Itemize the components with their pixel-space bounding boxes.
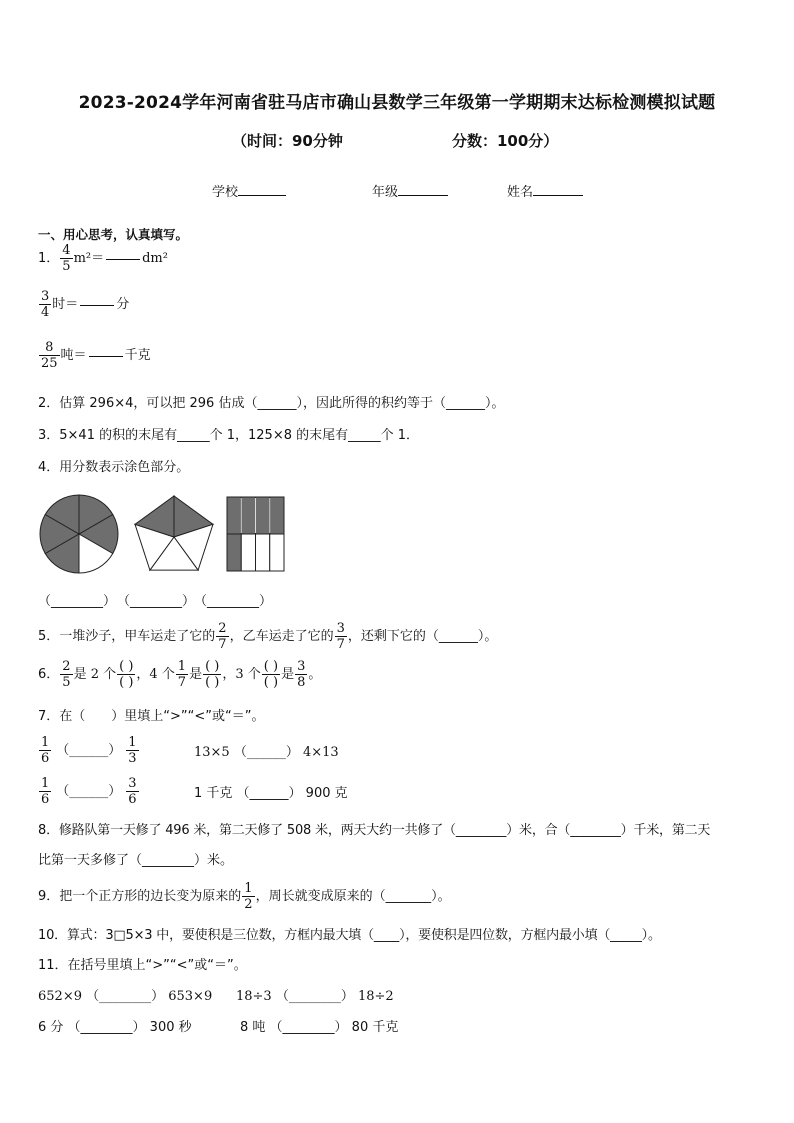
q9-post: ，周长就变成原来的（_______）。: [255, 888, 451, 904]
answer-blank[interactable]: [80, 304, 114, 306]
question-8-line2: 比第一天多修了（________）米。: [38, 853, 234, 868]
school-field[interactable]: [212, 181, 286, 200]
question-6: [38, 659, 321, 690]
rectangle-cell: [241, 497, 255, 534]
q6-text: 是: [189, 666, 203, 682]
name-field[interactable]: [507, 181, 583, 200]
q4-answer-1[interactable]: （________）: [38, 594, 117, 609]
q7-row: [38, 776, 140, 807]
name-label: 姓名: [507, 185, 534, 200]
rectangle-cell: [270, 497, 284, 534]
q7-expression[interactable]: 13×5 （______） 4×13: [194, 745, 339, 760]
question-4: 4．用分数表示涂色部分。: [38, 460, 190, 475]
q1-number: 1．: [38, 250, 60, 266]
rectangle-cell: [256, 497, 270, 534]
fraction: $\frac{1}{2}$: [244, 881, 253, 912]
fraction: $\frac{1}{6}$: [41, 735, 50, 766]
school-blank[interactable]: [238, 195, 286, 196]
answer-fraction[interactable]: $\frac{( )}{( )}$: [119, 659, 134, 690]
question-3: 3．5×41 的积的末尾有_____个 1，125×8 的末尾有_____个 1．: [38, 428, 420, 443]
exam-score: 分数：100分）: [452, 132, 559, 150]
q6-number: 6．: [38, 666, 60, 682]
q4-answer-3[interactable]: （________）: [194, 594, 273, 609]
question-2: 2．估算 296×4，可以把 296 估成（______），因此所得的积约等于（______）。: [38, 396, 505, 411]
q7-expression[interactable]: 1 千克 （______） 900 克: [194, 786, 348, 801]
q1-unit: m²＝: [73, 250, 105, 266]
q4-answer-2[interactable]: （________）: [117, 594, 196, 609]
question-5: [38, 621, 497, 652]
fraction: $\frac{8}{25}$: [41, 340, 58, 371]
question-9: [38, 881, 451, 912]
question-1b: [38, 289, 129, 320]
q6-text: 是 2 个: [73, 666, 117, 682]
fraction: $\frac{2}{7}$: [218, 621, 227, 652]
fraction: $\frac{1}{6}$: [41, 776, 50, 807]
question-11: 11．在括号里填上“>”“<”或“＝”。: [38, 958, 247, 973]
answer-blank[interactable]: [106, 258, 140, 260]
rectangle-cell: [270, 534, 284, 571]
q1b-unit: 时＝: [52, 296, 79, 312]
page-title: 2023-2024学年河南省驻马店市确山县数学三年级第一学期期末达标检测模拟试题: [78, 93, 716, 113]
q6-text: ，4 个: [136, 666, 175, 682]
fraction: $\frac{1}{7}$: [177, 659, 187, 690]
q11-item[interactable]: 8 吨 （________） 80 千克: [240, 1020, 399, 1035]
circle-figure: [38, 493, 120, 575]
q1c-unit: 吨＝: [60, 347, 87, 363]
rectangle-cell: [227, 497, 241, 534]
q6-text: ，3 个: [222, 666, 261, 682]
rectangle-cell: [241, 534, 255, 571]
name-blank[interactable]: [533, 195, 583, 196]
rectangle-cell: [227, 534, 241, 571]
pentagon-figure: [133, 492, 215, 576]
section-heading: 一、用心思考，认真填写。: [38, 227, 189, 242]
fraction: $\frac{2}{5}$: [62, 659, 71, 690]
rectangle-cell: [256, 534, 270, 571]
fraction: $\frac{4}{5}$: [62, 243, 71, 274]
q11-item[interactable]: 18÷3 （________） 18÷2: [236, 989, 394, 1004]
fraction: $\frac{3}{6}$: [128, 776, 137, 807]
q9-pre: 9．把一个正方形的边长变为原来的: [38, 888, 242, 904]
q11-item[interactable]: 6 分 （________） 300 秒: [38, 1020, 192, 1035]
answer-blank[interactable]: [89, 355, 123, 357]
q11-item[interactable]: 652×9 （________） 653×9: [38, 989, 213, 1004]
q6-end: 。: [308, 666, 322, 682]
compare-blank[interactable]: （______）: [56, 783, 122, 799]
school-label: 学校: [212, 185, 239, 200]
q5-pre: 5．一堆沙子，甲车运走了它的: [38, 628, 216, 644]
grade-blank[interactable]: [398, 195, 448, 196]
question-1c: [38, 340, 151, 371]
grade-label: 年级: [372, 185, 399, 200]
rectangle-figure: [226, 496, 286, 573]
q5-mid: ，乙车运走了它的: [229, 628, 334, 644]
question-8-line1: 8．修路队第一天修了 496 米，第二天修了 508 米，两天大约一共修了（________）米，合（________）千米，第二天: [38, 823, 711, 838]
q5-post: ，还剩下它的（______）。: [347, 628, 498, 644]
fraction: $\frac{3}{8}$: [297, 659, 306, 690]
q1-unit2: dm²: [142, 250, 168, 266]
question-10: 10．算式：3□5×3 中，要使积是三位数，方框内最大填（____），要使积是四位数，方框内最小填（_____）。: [38, 928, 661, 943]
q6-text: 是: [281, 666, 295, 682]
answer-fraction[interactable]: $\frac{( )}{( )}$: [205, 659, 220, 690]
q1b-unit2: 分: [116, 296, 130, 312]
fraction: $\frac{1}{3}$: [128, 735, 137, 766]
fraction: $\frac{3}{4}$: [41, 289, 50, 320]
q7-row: [38, 735, 140, 766]
fraction: $\frac{3}{7}$: [336, 621, 345, 652]
q1c-unit2: 千克: [124, 347, 151, 363]
exam-time: （时间：90分钟: [232, 132, 343, 150]
compare-blank[interactable]: （______）: [56, 742, 122, 758]
grade-field[interactable]: [372, 181, 448, 200]
answer-fraction[interactable]: $\frac{( )}{( )}$: [263, 659, 279, 690]
question-1a: [38, 243, 168, 274]
question-7: 7．在（ ）里填上“>”“<”或“＝”。: [38, 709, 265, 724]
